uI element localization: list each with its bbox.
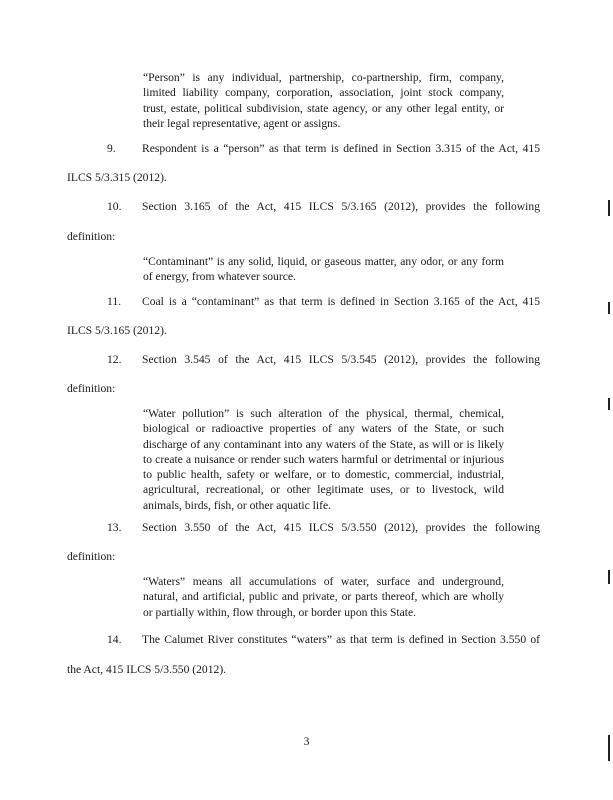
paragraph-number: 13. xyxy=(107,521,122,534)
paragraph-10-continuation: definition: xyxy=(67,230,116,243)
quote-contaminant-definition: “Contaminant” is any solid, liquid, or gaseous matter, any odor, or any form of energy, from whatever source. xyxy=(143,255,504,284)
paragraph-13-continuation: definition: xyxy=(67,550,116,563)
paragraph-number: 12. xyxy=(107,353,122,366)
paragraph-number: 10. xyxy=(107,200,122,213)
quote-person-definition: “Person” is any individual, partnership, co-partnership, firm, company, limited liability company, corporation, association, joint stock company, trust, estate, political subdivision, state agency, or any other legal entity, or their legal representative, agent or assigns. xyxy=(143,71,504,130)
paragraph-text: Section 3.550 of the Act, 415 ILCS 5/3.550 (2012), provides the following xyxy=(142,521,540,534)
scan-artifact xyxy=(608,302,610,314)
paragraph-text: Section 3.545 of the Act, 415 ILCS 5/3.545 (2012), provides the following xyxy=(142,353,540,366)
paragraph-text: The Calumet River constitutes “waters” as that term is defined in Section 3.550 of xyxy=(142,633,540,646)
paragraph-number: 9. xyxy=(107,142,116,155)
quote-waters-definition: “Waters” means all accumulations of water, surface and underground, natural, and artificial, public and private, or parts thereof, which are wholly or partially within, flow through, or border upon this State. xyxy=(143,575,504,619)
paragraph-text: Coal is a “contaminant” as that term is defined in Section 3.165 of the Act, 415 xyxy=(142,295,540,308)
scan-artifact xyxy=(608,200,610,216)
paragraph-14-continuation: the Act, 415 ILCS 5/3.550 (2012). xyxy=(67,663,227,676)
paragraph-text: Section 3.165 of the Act, 415 ILCS 5/3.165 (2012), provides the following xyxy=(142,200,540,213)
quote-water-pollution-definition: “Water pollution” is such alteration of the physical, thermal, chemical, biological or radioactive properties of any waters of the State, or such discharge of any contaminant into any waters of the State, as will or is likely to create a nuisance or render such waters harmful or detrimental or injurious to public health, safety or welfare, or to domestic, commercial, industrial, agricultural, recreational, or other legitimate uses, or to livestock, wild animals, birds, fish, or other aquatic life. xyxy=(143,407,504,512)
paragraph-9-continuation: ILCS 5/3.315 (2012). xyxy=(67,171,167,184)
paragraph-text: Respondent is a “person” as that term is defined in Section 3.315 of the Act, 415 xyxy=(142,142,540,155)
paragraph-number: 11. xyxy=(107,295,122,308)
paragraph-12-continuation: definition: xyxy=(67,382,116,395)
scan-artifact xyxy=(608,398,610,410)
scan-artifact xyxy=(608,735,610,761)
page-number: 3 xyxy=(303,735,310,748)
paragraph-number: 14. xyxy=(107,633,122,646)
paragraph-11-continuation: ILCS 5/3.165 (2012). xyxy=(67,324,167,337)
scan-artifact xyxy=(608,570,610,584)
